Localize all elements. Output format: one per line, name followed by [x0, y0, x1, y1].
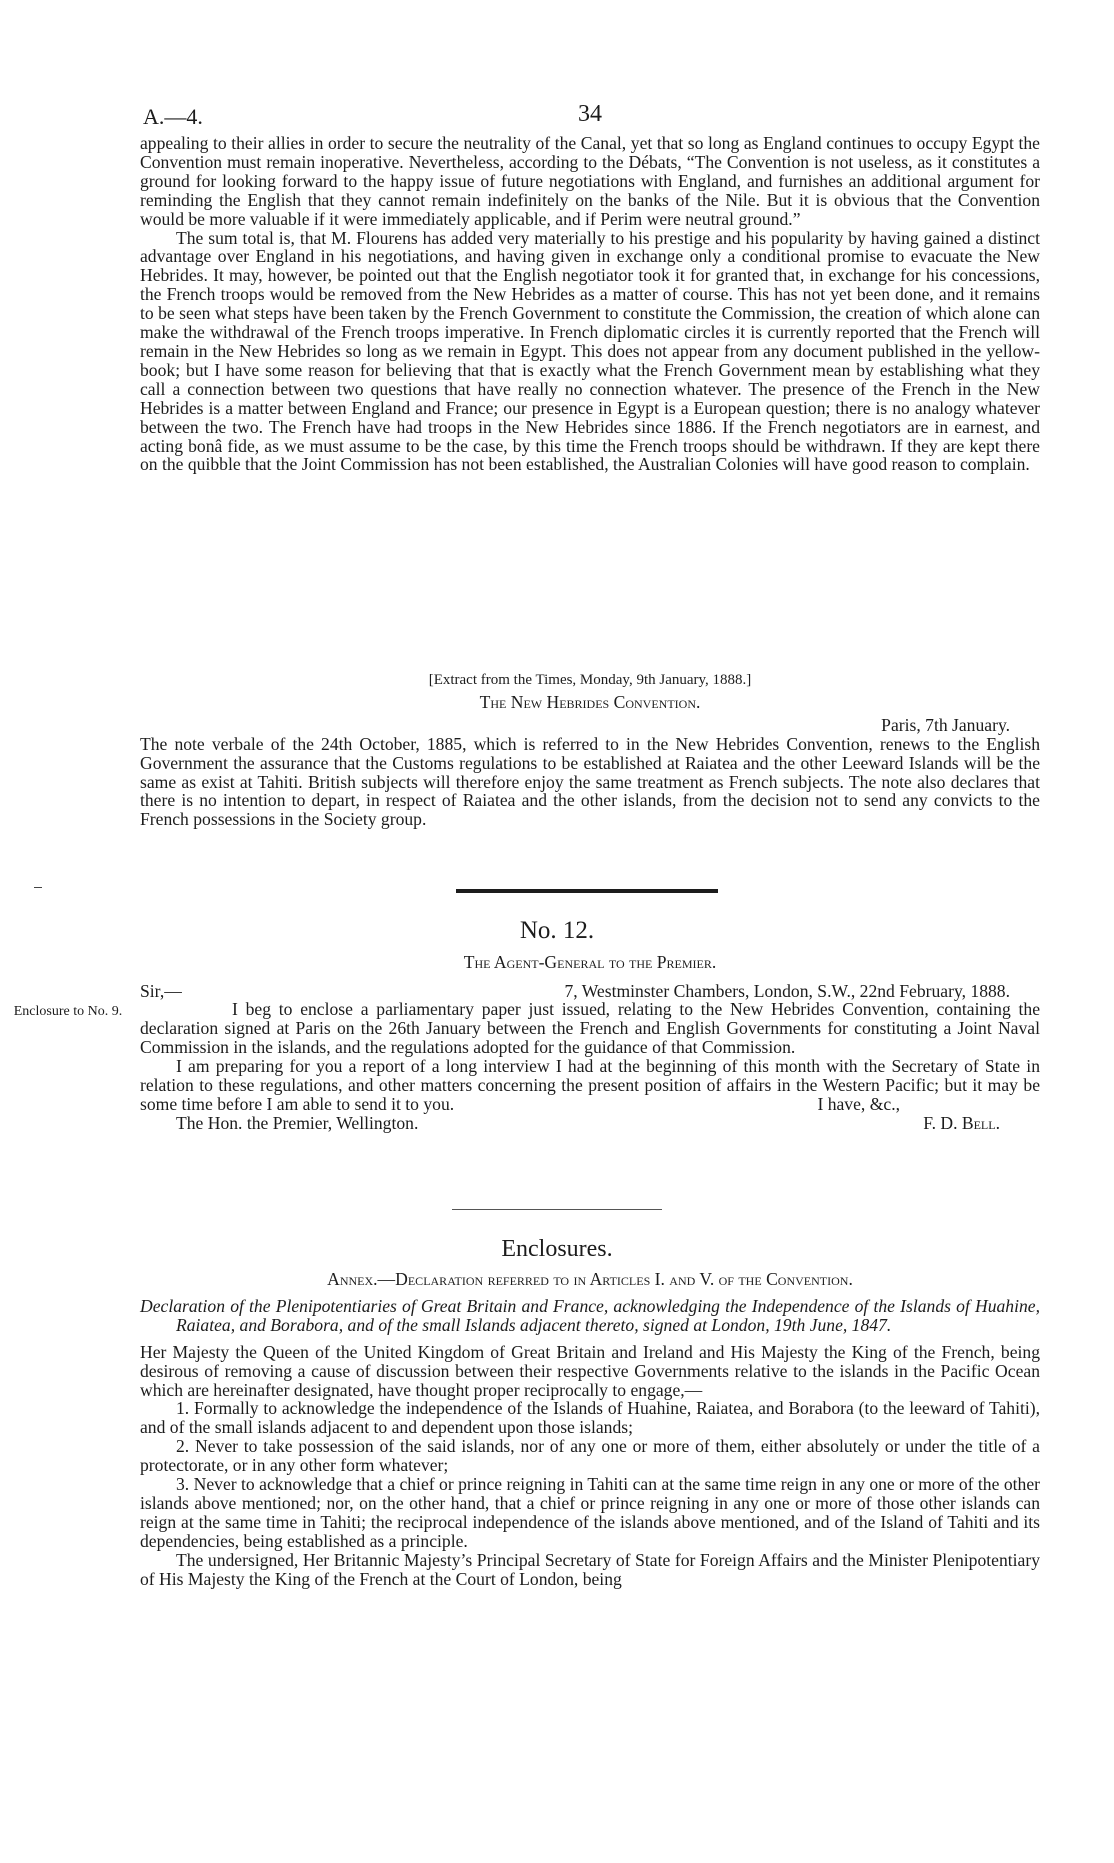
times-extract	[140, 671, 1040, 829]
extract-dateline: Paris, 7th January.	[881, 714, 1010, 735]
declaration-item-1: 1. Formally to acknowledge the independence of the Islands of Huahine, Raiatea, and Borabora (to the leeward of Tahiti), and of the small islands adjacent to and dependent upon those islands;	[140, 1398, 1040, 1438]
declaration-item-3: 3. Never to acknowledge that a chief or prince reigning in Tahiti can at the same time reign in any one or more of the other islands above mentioned; nor, on the other hand, that a chief or prince reigning in any one or more of those other islands can reign at the same time in Tahiti; the reciprocal independence of the islands above mentioned, and of the Island of Tahiti and its dependencies, being established as a principle.	[140, 1474, 1040, 1551]
section-divider	[456, 889, 718, 893]
extract-body: The note verbale of the 24th October, 1885, which is referred to in the New Hebrides Convention, renews to the English Government the assurance that the Customs regulations to be established at Raiatea and the other Leeward Islands will be the same as exist at Tahiti. British subjects will therefore enjoy the same treatment as French subjects. The note also declares that there is no intention to depart, in respect of Raiatea and the other islands, from the decision not to send any convicts to the French possessions in the Society group.	[140, 733, 1040, 830]
declaration-closing-paragraph: The undersigned, Her Britannic Majesty’s Principal Secretary of State for Foreign Affairs and the Minister Plenipotentiary of His Majesty the King of the French at the Court of London, being	[140, 1549, 1040, 1589]
enclosures-heading: Enclosures.	[501, 1236, 613, 1262]
declaration-title: Declaration of the Plenipotentiaries of Great Britain and France, acknowledging the Independence of the Islands of Huahine, Raiatea, and Borabora, and of the small Islands adjacent thereto, signed at London, 19th June, 1847.	[140, 1295, 1040, 1335]
letter-from-to: The Agent-General to the Premier.	[463, 952, 717, 972]
letter-closing: I have, &c.,	[817, 1094, 900, 1115]
letter-signature: F. D. Bell.	[923, 1113, 1000, 1134]
paragraph-sum-total: The sum total is, that M. Flourens has added very materially to his prestige and his popularity by having gained a distinct advantage over England in his negotiations, and having given in exchange only a conditional promise to evacuate the New Hebrides. It may, however, be pointed out that the English negotiator took it for granted that, in exchange for his concessions, the French troops would be removed from the New Hebrides as a matter of course. This has not yet been done, and it remains to be seen what steps have been taken by the French Government to constitute the Commission, the creation of which alone can make the withdrawal of the French troops imperative. In French diplomatic circles it is currently reported that the French will remain in the New Hebrides so long as we remain in Egypt. This does not appear from any document published in the yellow-book; but I have some reason for believing that that is exactly what the French Government mean by establishing what they call a connection between two questions that have really no connection whatever. The presence of the French in the New Hebrides is a matter between England and France; our presence in Egypt is a European question; there is no analogy whatever between the two. The French have had troops in the New Hebrides since 1886. If the French negotiators are in earnest, and acting bonâ fide, as we must assume to be the case, by this time the French troops should be withdrawn. If they are kept there on the quibble that the Joint Commission has not been established, the Australian Colonies will have good reason to complain.	[140, 227, 1040, 475]
margin-tick-mark	[34, 887, 42, 888]
extract-title: The New Hebrides Convention.	[479, 691, 701, 712]
annex-title: Annex.—Declaration referred to in Articles I. and V. of the Convention.	[327, 1269, 853, 1289]
declaration-item-2: 2. Never to take possession of the said islands, nor of any one or more of them, either absolutely or under the title of a protectorate, or in any other form whatever;	[140, 1436, 1040, 1476]
margin-note-enclosure: Enclosure to No. 9.	[13, 1004, 123, 1019]
letter-paragraph-1: I beg to enclose a parliamentary paper just issued, relating to the New Hebrides Convention, containing the declaration signed at Paris on the 26th January between the French and English Governments for constituting a Joint Naval Commission in the islands, and the regulations adopted for the guidance of that Commission.	[140, 999, 1040, 1057]
declaration-intro: Her Majesty the Queen of the United Kingdom of Great Britain and Ireland and His Majesty the King of the French, being desirous of removing a cause of discussion between their respective Governments relative to the islands in the Pacific Ocean which are hereinafter designated, have thought proper reciprocally to engage,—	[140, 1341, 1040, 1400]
letter-number: No. 12.	[519, 917, 595, 944]
letter-body	[140, 981, 1040, 1132]
opening-section	[140, 134, 1040, 474]
letter-addressee: The Hon. the Premier, Wellington.	[176, 1113, 419, 1134]
letter-salutation: Sir,—	[140, 981, 182, 1001]
letter-header	[140, 953, 1040, 972]
paragraph-continuation: appealing to their allies in order to secure the neutrality of the Canal, yet that so long as England continues to occupy Egypt the Convention must remain inoperative. Nevertheless, according to the Débats, “The Convention is not useless, as it constitutes a ground for looking forward to the happy issue of future negotiations with England, and furnishes an additional argument for reminding the English that they cannot remain indefinitely on the banks of the Nile. But it is obvious that the Convention would be more valuable if it were immediately applicable, and if Perim were neutral ground.”	[140, 133, 1040, 229]
page-number: 34	[578, 101, 602, 127]
enclosures-section	[140, 1270, 1040, 1589]
document-reference: A.—4.	[143, 104, 203, 129]
letter-salutation-line	[140, 981, 1040, 1000]
letter-paragraph-2: I am preparing for you a report of a long interview I had at the beginning of this month with the Secretary of State in relation to these regulations, and other matters concerning the present position of affairs in the Western Pacific; but it may be some time before I am able to send it to you.	[140, 1055, 1040, 1114]
letter-signature-line	[140, 1113, 1040, 1132]
letter-address: 7, Westminster Chambers, London, S.W., 22nd February, 1888.	[564, 981, 1010, 1001]
section-divider-thin	[452, 1209, 662, 1210]
extract-source-line: [Extract from the Times, Monday, 9th January, 1888.]	[428, 672, 752, 688]
